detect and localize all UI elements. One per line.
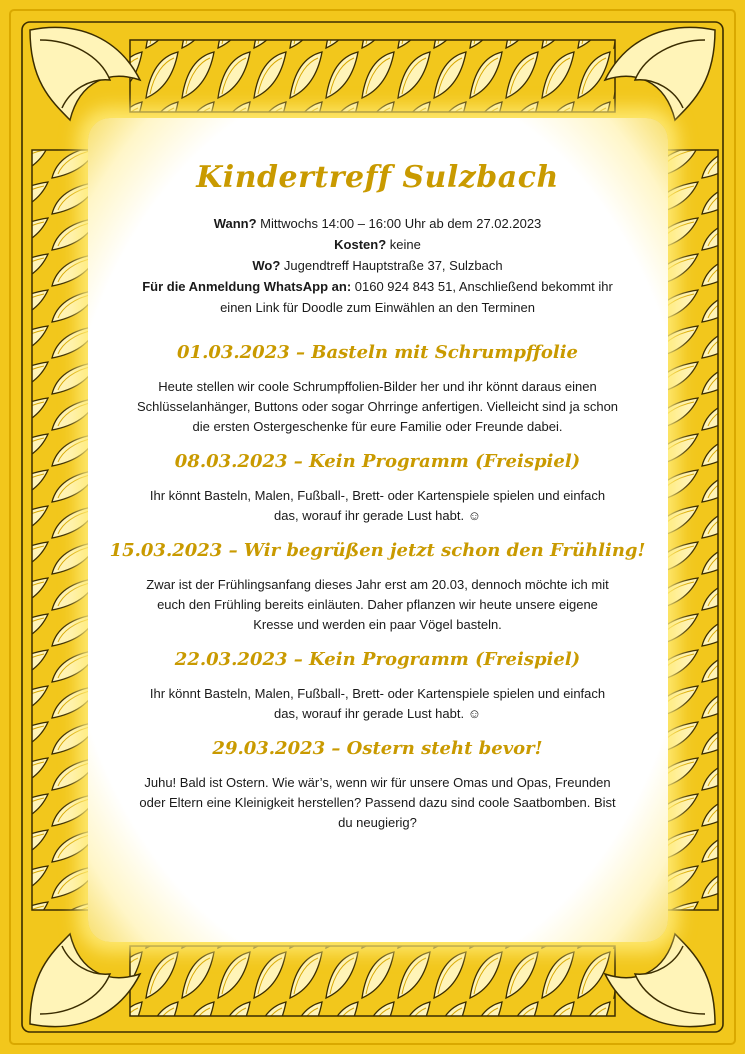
info-kosten-label: Kosten? xyxy=(334,237,387,252)
event-text-line: das, worauf ihr gerade Lust habt. ☺ xyxy=(274,706,481,721)
event-title: 29.03.2023 – Ostern steht bevor! xyxy=(212,738,543,759)
event-text-line: du neugierig? xyxy=(338,815,417,830)
event-title: 08.03.2023 – Kein Programm (Freispiel) xyxy=(174,451,581,472)
info-anmeldung-line2: einen Link für Doodle zum Einwählen an den Terminen xyxy=(220,300,535,315)
event-text-line: das, worauf ihr gerade Lust habt. ☺ xyxy=(274,508,481,523)
event-text-line: die ersten Ostergeschenke für eure Familie oder Freunde dabei. xyxy=(192,419,563,434)
event-4 xyxy=(105,649,650,724)
event-title: 01.03.2023 – Basteln mit Schrumpffolie xyxy=(177,342,578,363)
info-anmeldung xyxy=(105,276,650,297)
info-block xyxy=(105,213,650,318)
event-text-line: Zwar ist der Frühlingsanfang dieses Jahr erst am 20.03, dennoch möchte ich mit xyxy=(146,577,609,592)
info-wann xyxy=(105,213,650,234)
event-title: 15.03.2023 – Wir begrüßen jetzt schon den Frühling! xyxy=(109,540,646,561)
info-wo-value: Jugendtreff Hauptstraße 37, Sulzbach xyxy=(280,258,503,273)
info-kosten-value: keine xyxy=(386,237,421,252)
event-text-line: Ihr könnt Basteln, Malen, Fußball-, Brett- oder Kartenspiele spielen und einfach xyxy=(149,488,606,503)
event-text-line: oder Eltern eine Kleinigkeit herstellen? Passend dazu sind coole Saatbomben. Bist xyxy=(139,795,616,810)
info-anmeldung-value: 0160 924 843 51, Anschließend bekommt ihr xyxy=(351,279,613,294)
event-text-line: Ihr könnt Basteln, Malen, Fußball-, Brett- oder Kartenspiele spielen und einfach xyxy=(149,686,606,701)
event-title: 22.03.2023 – Kein Programm (Freispiel) xyxy=(174,649,581,670)
event-3 xyxy=(105,540,650,635)
info-anmeldung-label: Für die Anmeldung WhatsApp an: xyxy=(142,279,352,294)
event-text-line: Juhu! Bald ist Ostern. Wie wär’s, wenn wir für unsere Omas und Opas, Freunden xyxy=(144,775,611,790)
info-wo-label: Wo? xyxy=(252,258,281,273)
event-text-line: Heute stellen wir coole Schrumpffolien-Bilder her und ihr könnt daraus einen xyxy=(158,379,597,394)
event-text-line: Schlüsselanhänger, Buttons oder sogar Ohrringe anfertigen. Vielleicht sind ja schon xyxy=(136,399,619,414)
event-1 xyxy=(105,342,650,437)
info-kosten xyxy=(105,234,650,255)
info-wann-value: Mittwochs 14:00 – 16:00 Uhr ab dem 27.02.2023 xyxy=(256,216,542,231)
info-wo xyxy=(105,255,650,276)
event-text-line: euch den Frühling bereits einläuten. Daher pflanzen wir heute unsere eigene xyxy=(157,597,598,612)
event-text-line: Kresse und werden ein paar Vögel basteln. xyxy=(253,617,502,632)
event-5 xyxy=(105,738,650,833)
info-wann-label: Wann? xyxy=(213,216,257,231)
flyer-content xyxy=(105,160,650,833)
page-title: Kindertreff Sulzbach xyxy=(196,160,559,195)
event-2 xyxy=(105,451,650,526)
